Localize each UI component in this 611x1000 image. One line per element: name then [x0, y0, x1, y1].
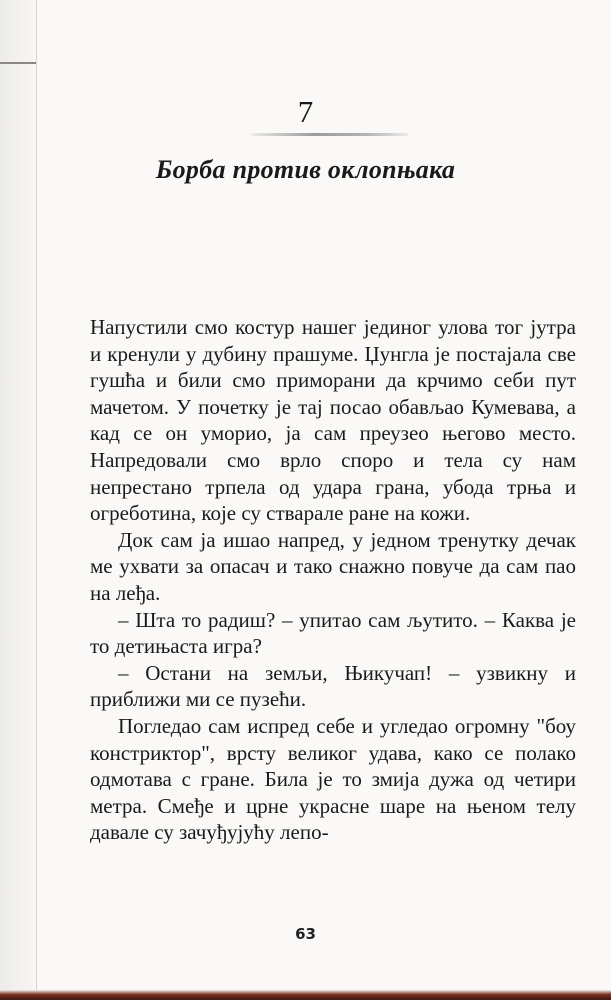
- chapter-title: Борба против оклопњака: [155, 155, 456, 184]
- paragraph: Напустили смо костур нашег јединог улова тог јутра и кренули у дубину прашуме. Џунгла је постајала све гушћа и били смо приморани да крчимо себи пут мачетом. У почетку је тај посао обављао Кумевава, а кад се он уморио, ја сам преузео његово место. Напредовали смо врло споро и тела су нам непрестано трпела од удара грана, убода трња и огреботина, које су стварале ране на кожи.: [90, 315, 576, 526]
- paragraph: Док сам ја ишао напред, у једном тренутку дечак ме ухвати за опасач и тако снажно повуче да сам пао на леђа.: [90, 527, 576, 605]
- page-number: 63: [295, 925, 316, 943]
- paragraph: – Шта то радиш? – упитао сам љутито. – Каква је то детињаста игра?: [90, 607, 576, 659]
- book-edge-strip: [0, 990, 611, 1000]
- page-edge-line: [36, 0, 37, 1000]
- chapter-divider: [252, 133, 408, 136]
- page-gutter: [0, 0, 38, 1000]
- paragraph: Погледао сам испред себе и угледао огромну "боу констриктор", врсту великог удава, како се полако одмотава с гране. Била је то змија дужа од четири метра. Смеђе и црне украсне шаре на њеном телу давале су зачуђујућу лепо-: [90, 713, 576, 845]
- paragraph: – Остани на земљи, Њикучап! – узвикну и приближи ми се пузећи.: [90, 660, 576, 712]
- gutter-mark: [0, 62, 36, 64]
- body-text: [90, 314, 576, 846]
- chapter-number: 7: [297, 94, 314, 129]
